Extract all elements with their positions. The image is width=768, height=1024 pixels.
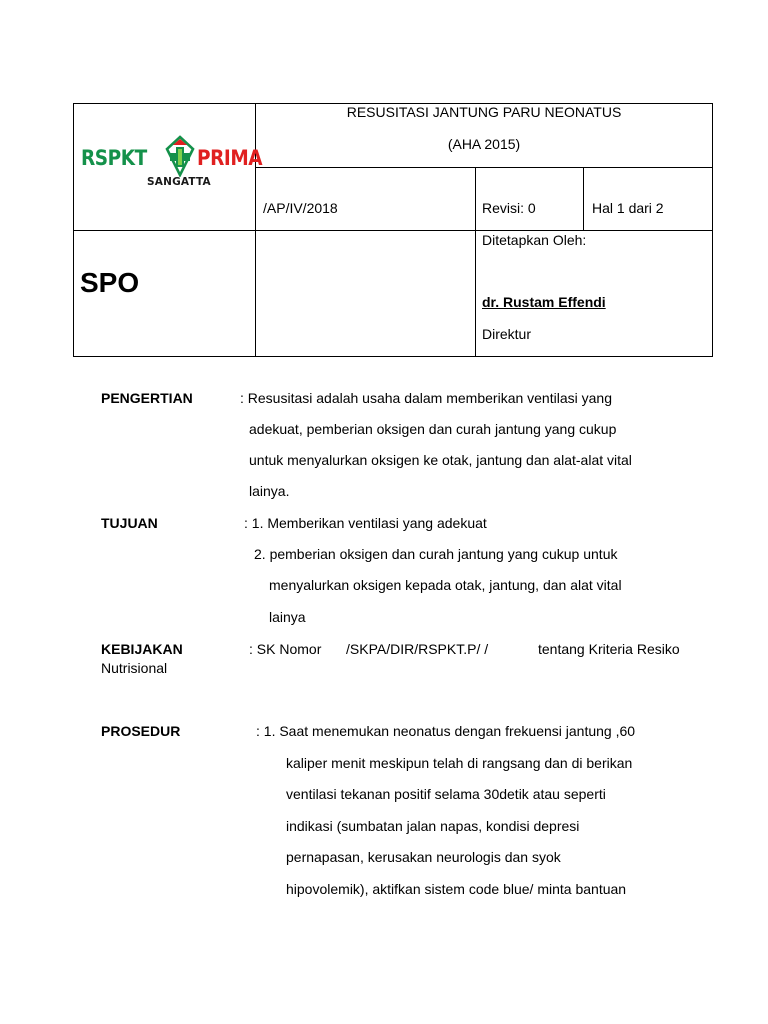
section-label: PENGERTIAN bbox=[101, 390, 193, 406]
policy-subject: tentang Kriteria Resiko bbox=[538, 641, 680, 657]
table-row-divider-main bbox=[73, 230, 713, 231]
section-text-line: lainya bbox=[269, 609, 306, 625]
table-row-divider-title bbox=[255, 167, 713, 168]
section-text-line: adekuat, pemberian oksigen dan curah jantung yang cukup bbox=[249, 421, 617, 437]
section-text-line: pernapasan, kerusakan neurologis dan syok bbox=[286, 849, 561, 865]
section-label: KEBIJAKAN bbox=[101, 641, 183, 657]
set-by-label: Ditetapkan Oleh: bbox=[482, 232, 587, 248]
section-text-line: menyalurkan oksigen kepada otak, jantung, dan alat vital bbox=[269, 577, 622, 593]
header-table bbox=[73, 103, 713, 357]
signatory-name: dr. Rustam Effendi bbox=[482, 294, 606, 310]
policy-sk-number: /SKPA/DIR/RSPKT.P/ / bbox=[346, 641, 489, 657]
section-label: PROSEDUR bbox=[101, 723, 181, 739]
section-text-line: lainya. bbox=[249, 483, 290, 499]
section-text-line: : Resusitasi adalah usaha dalam memberikan ventilasi yang bbox=[240, 390, 612, 406]
table-border-bottom bbox=[73, 356, 713, 357]
page-indicator: Hal 1 dari 2 bbox=[592, 200, 664, 216]
logo-word-right: PRIMA bbox=[197, 146, 263, 170]
section-text-line: untuk menyalurkan oksigen ke otak, jantung dan alat-alat vital bbox=[249, 452, 632, 468]
section-text-line: : 1. Saat menemukan neonatus dengan frekuensi jantung ,60 bbox=[256, 723, 636, 739]
table-col-divider-2 bbox=[475, 167, 476, 357]
logo-word-left: RSPKT bbox=[81, 146, 147, 170]
section-text-line: ventilasi tekanan positif selama 30detik atau seperti bbox=[286, 786, 606, 802]
section-text-line: kaliper menit meskipun telah di rangsang dan di berikan bbox=[286, 755, 633, 771]
signatory-title: Direktur bbox=[482, 326, 532, 342]
policy-subject-cont: Nutrisional bbox=[101, 660, 168, 676]
revision-number: Revisi: 0 bbox=[482, 200, 536, 216]
spo-label: SPO bbox=[80, 267, 140, 298]
document-number: /AP/IV/2018 bbox=[263, 200, 338, 216]
document-title-standard: (AHA 2015) bbox=[447, 136, 521, 152]
document-title: RESUSITASI JANTUNG PARU NEONATUS bbox=[346, 104, 622, 120]
section-text-line: hipovolemik), aktifkan sistem code blue/ minta bantuan bbox=[286, 881, 627, 897]
logo-subtitle: SANGATTA bbox=[147, 176, 211, 188]
table-col-divider-3 bbox=[583, 167, 584, 231]
section-text-line: indikasi (sumbatan jalan napas, kondisi depresi bbox=[286, 818, 580, 834]
policy-sk-label: : SK Nomor bbox=[249, 641, 322, 657]
section-label: TUJUAN bbox=[101, 515, 158, 531]
hospital-cross-emblem-icon bbox=[165, 135, 195, 177]
section-text-line: 2. pemberian oksigen dan curah jantung yang cukup untuk bbox=[254, 546, 618, 562]
section-text-line: : 1. Memberikan ventilasi yang adekuat bbox=[244, 515, 487, 531]
hospital-logo bbox=[79, 129, 263, 199]
